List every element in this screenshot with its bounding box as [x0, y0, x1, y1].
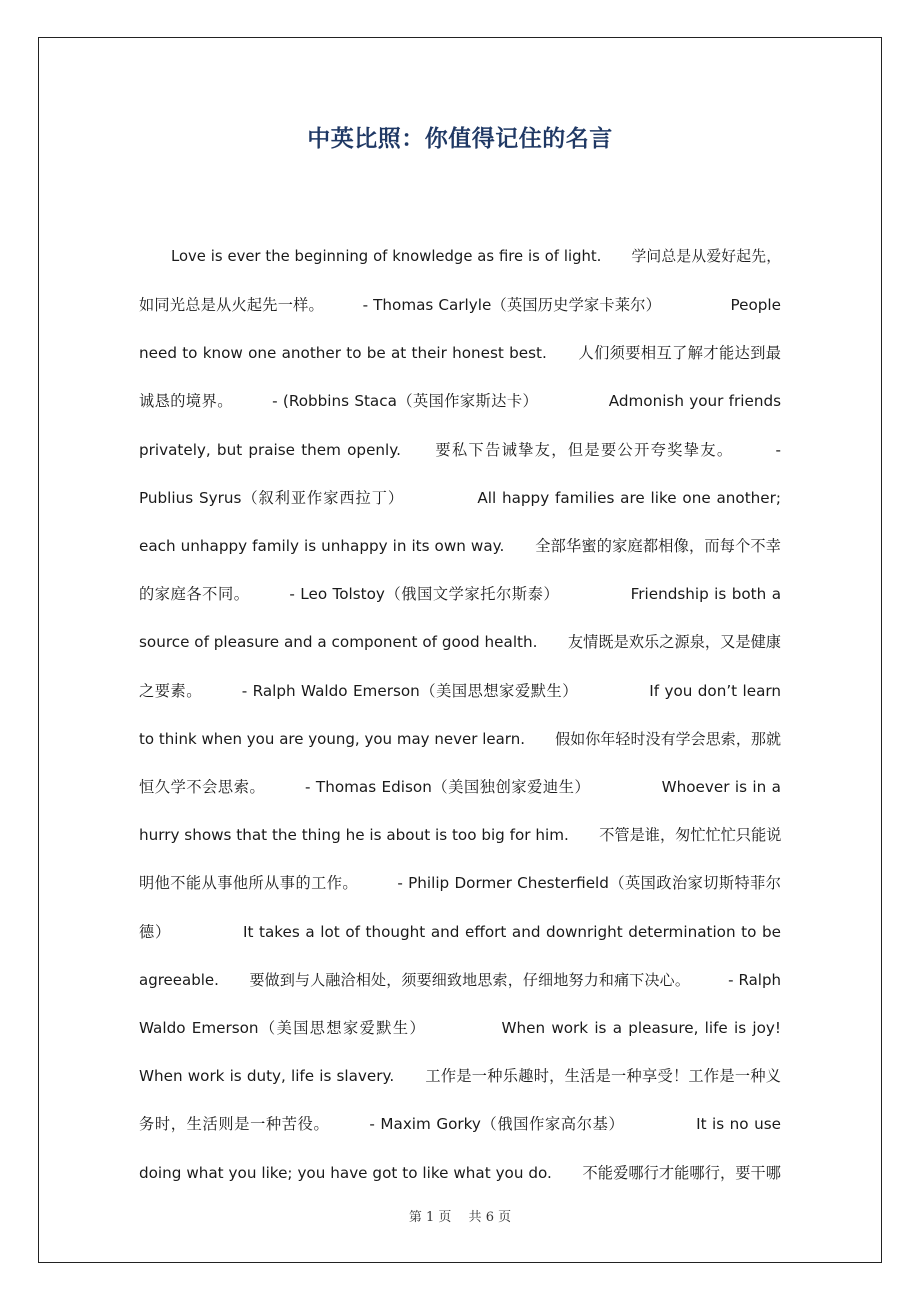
body-line: 如同光总是从火起先一样。 - Thomas Carlyle（英国历史学家卡莱尔） People [139, 296, 781, 314]
body-line: 明他不能从事他所从事的工作。 - Philip Dormer Chesterfield（英国政治家切斯特菲尔 [139, 874, 781, 892]
body-line: agreeable. 要做到与人融洽相处，须要细致地思索，仔细地努力和痛下决心。 - Ralph [139, 971, 781, 989]
body-line: to think when you are young, you may never learn. 假如你年轻时没有学会思索，那就 [139, 730, 781, 748]
document-title: 中英比照：你值得记住的名言 [307, 126, 613, 152]
body-line: Love is ever the beginning of knowledge as fire is of light. 学问总是从爱好起先， [171, 248, 781, 265]
body-line: privately, but praise them openly. 要私下告诫挚友，但是要公开夸奖挚友。 - [139, 441, 781, 459]
body-line: source of pleasure and a component of good health. 友情既是欢乐之源泉，又是健康 [139, 633, 781, 651]
body-line: Publius Syrus（叙利亚作家西拉丁） All happy families are like one another; [139, 489, 781, 507]
body-line: 之要素。 - Ralph Waldo Emerson（美国思想家爱默生） If you don’t learn [139, 682, 781, 700]
body-line: Waldo Emerson（美国思想家爱默生） When work is a pleasure, life is joy! [139, 1019, 781, 1037]
body-line: 务时，生活则是一种苦役。 - Maxim Gorky（俄国作家高尔基） It is no use [139, 1115, 781, 1133]
body-line: 的家庭各不同。 - Leo Tolstoy（俄国文学家托尔斯泰） Friendship is both a [139, 585, 781, 603]
body-line: need to know one another to be at their honest best. 人们须要相互了解才能达到最 [139, 344, 781, 362]
body-line: doing what you like; you have got to like what you do. 不能爱哪行才能哪行，要干哪 [139, 1164, 781, 1182]
page-number-footer: 第 1 页 共 6 页 [408, 1210, 512, 1225]
body-line: hurry shows that the thing he is about is too big for him. 不管是谁，匆忙忙忙只能说 [139, 826, 781, 844]
body-line: 恒久学不会思索。 - Thomas Edison（美国独创家爱迪生） Whoever is in a [139, 778, 781, 796]
body-line: When work is duty, life is slavery. 工作是一种乐趣时，生活是一种享受！工作是一种义 [139, 1067, 781, 1085]
body-line: 诚恳的境界。 - (Robbins Staca（英国作家斯达卡） Admonish your friends [139, 392, 781, 410]
body-line: each unhappy family is unhappy in its own way. 全部华蜜的家庭都相像，而每个不幸 [139, 537, 781, 555]
body-line: 德） It takes a lot of thought and effort and downright determination to be [139, 923, 781, 941]
